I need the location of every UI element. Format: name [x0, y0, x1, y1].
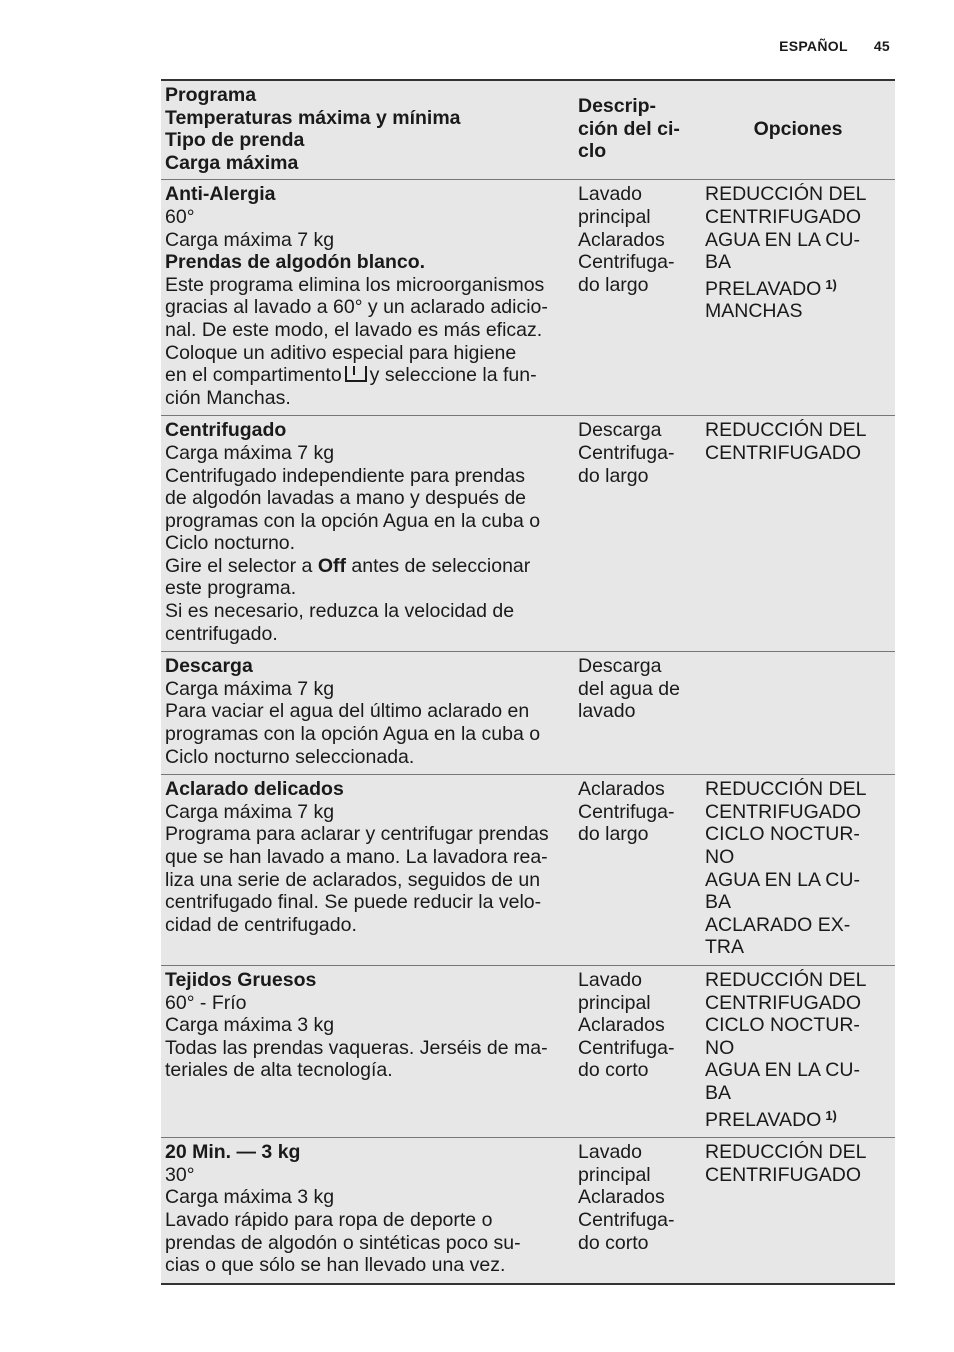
options-cell: REDUCCIÓN DEL CENTRIFUGADO AGUA EN LA CU- BA PRELAVADO $^{1)}$ MANCHAS: [705, 183, 867, 323]
footnote-marker: 1): [825, 1107, 837, 1123]
program-title: 20 Min. — 3 kg: [165, 1141, 301, 1164]
options-cell: REDUCCIÓN DEL CENTRIFUGADO: [705, 419, 867, 464]
program-load: Carga máxima 7 kg: [165, 677, 335, 700]
header-cycle-description: Descrip- ción del ci- clo: [578, 95, 680, 163]
footnote-marker: 1): [825, 276, 837, 292]
table-row: [161, 965, 895, 1137]
program-load: Carga máxima 3 kg: [165, 1186, 335, 1209]
table-row: [161, 180, 895, 416]
program-title: Aclarado delicados: [165, 778, 344, 801]
options-cell: REDUCCIÓN DEL CENTRIFUGADO CICLO NOCTUR- NO AGUA EN LA CU- BA ACLARADO EX- TRA: [705, 778, 867, 959]
cycle-cell: Aclarados Centrifuga- do largo: [578, 778, 675, 846]
table-header-row: [161, 80, 895, 180]
table-row: [161, 1138, 895, 1284]
program-load: Carga máxima 3 kg: [165, 1014, 335, 1037]
program-temperature: 30°: [165, 1163, 195, 1186]
compartment-icon: [345, 366, 367, 382]
cycle-cell: Descarga del agua de lavado: [578, 655, 680, 723]
cycle-cell: Lavado principal Aclarados Centrifuga- do corto: [578, 968, 675, 1082]
off-setting: Off: [317, 554, 346, 577]
table-row: [161, 652, 895, 775]
program-cell: 20 Min. — 3 kg 30° Carga máxima 3 kg Lavado rápido para ropa de deporte o prendas de algodón o sintéticas poco su- cias o que sólo se han llevado una vez.: [161, 1138, 574, 1284]
page-header: [779, 38, 890, 54]
table-row: [161, 416, 895, 652]
header-program: Programa Temperaturas máxima y mínima Tipo de prenda Carga máxima: [165, 84, 461, 174]
page-number: 45: [873, 38, 890, 54]
program-title: Centrifugado: [165, 419, 287, 442]
program-cell: Tejidos Gruesos 60° - Frío Carga máxima 3 kg Todas las prendas vaqueras. Jerséis de ma- teriales de alta tecnología.: [161, 965, 574, 1137]
program-table: [161, 79, 895, 1285]
table-row: [161, 775, 895, 966]
program-temperature: 60°: [165, 205, 195, 228]
program-cell: Anti-Alergia 60° Carga máxima 7 kg Prendas de algodón blanco. Este programa elimina los microorganismos gracias al lavado a 60° y un aclarado adicio- nal. De este modo, el lavado es más eficaz. Coloque un aditivo especial para higiene en el compartimento y seleccione la fun- ción Manchas.: [161, 180, 574, 416]
program-title: Anti-Alergia: [165, 183, 276, 206]
program-temperature: 60° - Frío: [165, 991, 247, 1014]
program-cell: Centrifugado Carga máxima 7 kg Centrifugado independiente para prendas de algodón lavadas a mano y después de programas con la opción Agua en la cuba o Ciclo nocturno. Gire el selector a Off antes de seleccionar este programa. Si es necesario, reduzca la velocidad de centrifugado.: [161, 416, 574, 652]
cycle-cell: Lavado principal Aclarados Centrifuga- do largo: [578, 183, 675, 296]
header-options: Opciones: [753, 117, 843, 140]
section-label: ESPAÑOL: [779, 38, 848, 54]
cycle-cell: Descarga Centrifuga- do largo: [578, 419, 675, 487]
options-cell: REDUCCIÓN DEL CENTRIFUGADO CICLO NOCTUR- NO AGUA EN LA CU- BA PRELAVADO $^{1)}$: [705, 968, 867, 1131]
program-load: Carga máxima 7 kg: [165, 800, 335, 823]
options-cell: [701, 652, 895, 775]
program-load: Carga máxima 7 kg: [165, 228, 335, 251]
program-cell: Descarga Carga máxima 7 kg Para vaciar el agua del último aclarado en programas con la opción Agua en la cuba o Ciclo nocturno seleccionada.: [161, 652, 574, 775]
program-title: Tejidos Gruesos: [165, 968, 317, 991]
program-load: Carga máxima 7 kg: [165, 441, 335, 464]
program-fabric: Prendas de algodón blanco.: [165, 251, 426, 274]
program-title: Descarga: [165, 655, 253, 678]
options-cell: REDUCCIÓN DEL CENTRIFUGADO: [705, 1141, 867, 1186]
cycle-cell: Lavado principal Aclarados Centrifuga- do corto: [578, 1141, 675, 1254]
program-cell: Aclarado delicados Carga máxima 7 kg Programa para aclarar y centrifugar prendas que se han lavado a mano. La lavadora rea- liza una serie de aclarados, seguidos de un centrifugado final. Se puede reducir la velo- cidad de centrifugado.: [161, 775, 574, 966]
